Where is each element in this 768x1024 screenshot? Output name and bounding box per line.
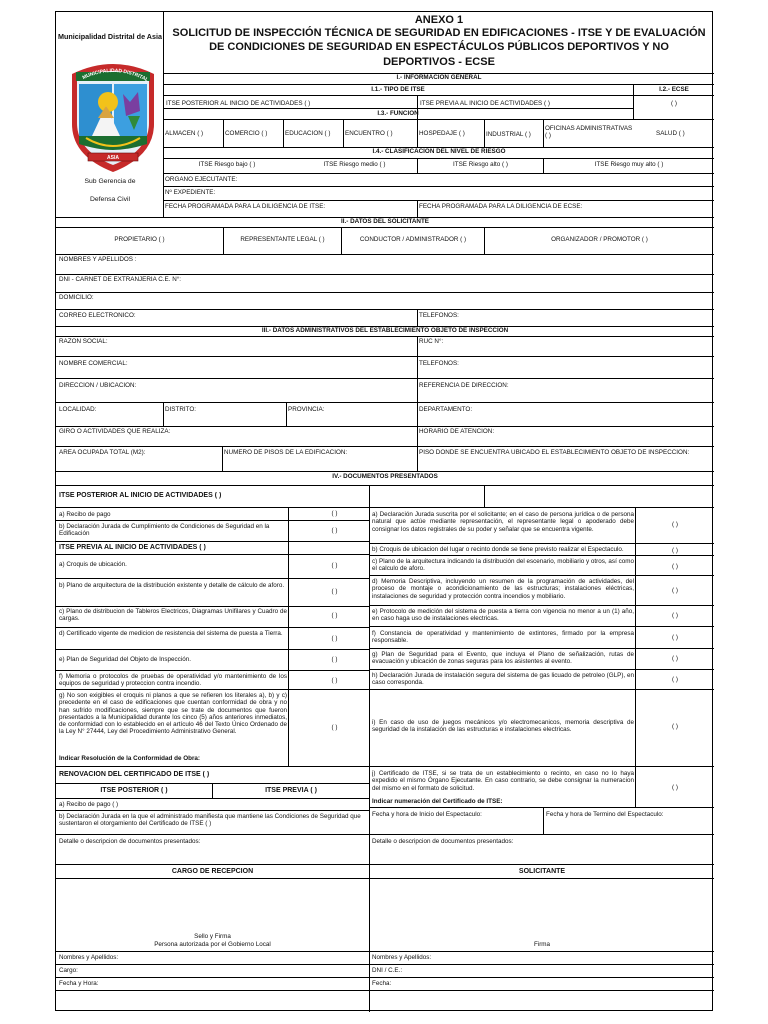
renovacion-declaracion-jurada[interactable]: b) Declaración Jurada en la que el administrado manifiesta que mantiene las Condiciones de Seguridad que sustentaron el otorgamiento del Certificado de ITSE ( ) (59, 813, 361, 828)
itse-posterior-docs-title: ITSE POSTERIOR AL INICIO DE ACTIVIDADES ( ) (59, 492, 222, 499)
ecse-protocolo-puesta-tierra: e) Protocolo de medición del sistema de puesta a tierra con vigencia no menor a un (1) año, en caso haga uso de instalaciones electricas. (372, 608, 634, 623)
riesgo-header: I.4.- CLASIFICACION DEL NIVEL DE RIESGO (372, 148, 506, 155)
form-title: SOLICITUD DE INSPECCIÓN TÉCNICA DE SEGURIDAD EN EDIFICACIONES - ITSE Y DE EVALUACIÓN DE CONDICIONES DE SEGURIDAD EN ESPECTÁCULOS PÚBLICOS DEPORTIVOS Y NO DEPORTIVOS - ECSE (172, 27, 706, 68)
receptor-cargo-field[interactable]: Cargo: (59, 967, 78, 974)
tipo-itse-header: I.1.- TIPO DE ITSE (371, 86, 425, 93)
ecse-memoria-descriptiva: d) Memoria Descriptiva, incluyendo un resumen de la programación de actividades, del proceso de montaje o acondicionamiento de las estructuras; instalaciones eléctricas, instalaciones de seguridad y protección contra incendios y mobiliario. (372, 578, 634, 600)
telefonos-establecimiento-field[interactable]: TELEFONOS: (419, 360, 459, 367)
ecse-certificado-itse: j) Certificado de ITSE, si se trata de un establecimiento o recinto, en caso no lo haya expedido el mismo Órgano Ejecutante. En caso contrario, se debe consignar la numeracion del mismo en el formato de solicitud. (372, 770, 634, 792)
correo-field[interactable]: CORREO ELECTRÓNICO: (59, 312, 136, 319)
ecse-juegos-mecanicos: i) En caso de uso de juegos mecánicos y/o electromecanicos, memoria descriptiva de seguridad de la instalación de las estructuras e instalaciones electricas. (372, 719, 634, 734)
detalle-documentos-ecse[interactable]: Detalle o descripcion de documentos presentados: (372, 838, 514, 845)
direccion-field[interactable]: DIRECCION / UBICACION: (59, 382, 137, 389)
telefonos-solicitante-field[interactable]: TELEFONOS: (419, 312, 459, 319)
prev-croquis-checkbox[interactable]: ( ) (331, 562, 338, 569)
organo-ejecutante-field[interactable]: ORGANO EJECUTANTE: (165, 176, 238, 183)
ecse-plan-seguridad-evento: g) Plan de Seguridad para el Evento, que incluya el Plano de señalización, rutas de evacuación y ubicación de zonas seguras para los asistentes al evento. (372, 651, 634, 666)
ecse-protocolo-puesta-tierra-checkbox[interactable]: ( ) (672, 612, 678, 619)
funcion-educacion[interactable]: EDUCACION ( ) (285, 130, 331, 137)
renovacion-recibo-pago[interactable]: a) Recibo de pago ( ) (59, 801, 119, 808)
annex-title: ANEXO 1 (414, 14, 464, 26)
ecse-declaracion-jurada: a) Declaración Jurada suscrita por el solicitante; en el caso de persona jurídica o de persona natural que actúe mediante representación, el representante legal o apoderado debe consignar los datos registrales de su poder y señalar que se encuentra vigente. (372, 511, 634, 533)
ecse-instalacion-glp: h) Declaración Jurada de instalación segura del sistema de gas licuado de petroleo (GLP), en caso corresponda. (372, 672, 634, 687)
riesgo-medio[interactable]: ITSE Riesgo medio ( ) (323, 161, 386, 168)
funcion-salud[interactable]: SALUD ( ) (656, 130, 685, 137)
persona-autorizada-label: Persona autorizada por el Gobierno Local (154, 941, 271, 948)
prev-excepcion-checkbox[interactable]: ( ) (331, 724, 338, 731)
prev-tableros-electricos: c) Plano de distribucion de Tableros Electricos, Diagramas Unifilares y Cuadro de cargas. (59, 608, 287, 623)
riesgo-bajo[interactable]: ITSE Riesgo bajo ( ) (198, 161, 256, 168)
section-4-title: IV.- DOCUMENTOS PRESENTADOS (332, 473, 438, 480)
funcion-header: I.3.- FUNCION (377, 110, 419, 117)
prev-memoria-protocolos: f) Memoria o protocolos de pruebas de operatividad y/o mantenimiento de los equipos de seguridad y proteccion contra incendio. (59, 673, 287, 688)
fecha-inicio-espectaculo-field[interactable]: Fecha y hora de Inicio del Espectaculo: (372, 811, 482, 818)
prev-plano-arquitectura-checkbox[interactable]: ( ) (331, 588, 338, 595)
receptor-nombres-field[interactable]: Nombres y Apellidos: (59, 954, 119, 961)
ecse-plano-arquitectura: c) Plano de la arquitectura indicando la distribución del escenario, mobiliario y otros, así como el calculo de aforo. (372, 558, 634, 573)
funcion-oficinas[interactable]: OFICINAS ADMINISTRATIVAS ( ) (545, 125, 633, 140)
rol-organizador[interactable]: ORGANIZADOR / PROMOTOR ( ) (551, 236, 648, 243)
horario-field[interactable]: HORARIO DE ATENCION: (419, 428, 495, 435)
funcion-industrial[interactable]: INDUSTRIAL ( ) (486, 131, 531, 138)
svg-text:ASIA: ASIA (107, 155, 119, 161)
prev-croquis: a) Croquis de ubicación. (59, 561, 127, 568)
distrito-field[interactable]: DISTRITO: (165, 406, 197, 413)
ecse-header: I.2.- ECSE (659, 86, 689, 93)
prev-tableros-electricos-checkbox[interactable]: ( ) (331, 612, 338, 619)
ecse-plan-seguridad-evento-checkbox[interactable]: ( ) (672, 655, 678, 662)
post-declaracion-jurada-checkbox[interactable]: ( ) (331, 527, 338, 534)
prev-puesta-tierra-checkbox[interactable]: ( ) (331, 635, 338, 642)
ecse-certificado-itse-checkbox[interactable]: ( ) (672, 784, 678, 791)
post-recibo-pago-checkbox[interactable]: ( ) (331, 510, 338, 517)
post-recibo-pago: a) Recibo de pago (59, 511, 111, 518)
prev-plan-seguridad: e) Plan de Seguridad del Objeto de Inspección. (59, 656, 191, 663)
ecse-numeracion-certificado-label: Indicar numeración del Certificado de ITSE: (372, 798, 503, 805)
ecse-constancia-extintores: f) Constancia de operatividad y mantenimiento de extintores, firmado por la empresa responsable. (372, 630, 634, 645)
post-declaracion-jurada: b) Declaración Jurada de Cumplimiento de Condiciones de Seguridad en la Edificación (59, 523, 270, 538)
rol-representante-legal[interactable]: REPRESENTANTE LEGAL ( ) (240, 236, 325, 243)
ecse-croquis-checkbox[interactable]: ( ) (672, 547, 678, 554)
referencia-field[interactable]: REFERENCIA DE DIRECCION: (419, 382, 509, 389)
prev-plano-arquitectura: b) Plano de arquitectura de la distribución existente y detalle de cálculo de aforo. (59, 582, 285, 589)
provincia-field[interactable]: PROVINCIA: (288, 406, 325, 413)
defensa-civil-label: Defensa Civil (89, 196, 131, 203)
ecse-juegos-mecanicos-checkbox[interactable]: ( ) (672, 723, 678, 730)
ecse-croquis: b) Croquis de ubicacion del lugar o recinto donde se tiene previsto realizar el Espectaculo. (372, 546, 624, 553)
solicitante-title: SOLICITANTE (518, 868, 566, 875)
renovacion-itse-posterior[interactable]: ITSE POSTERIOR ( ) (100, 787, 168, 794)
numero-pisos-field[interactable]: NUMERO DE PISOS DE LA EDIFICACION: (224, 449, 348, 456)
ruc-field[interactable]: RUC N°: (419, 338, 444, 345)
razon-social-field[interactable]: RAZON SOCIAL: (59, 338, 108, 345)
renovacion-title: RENOVACIÓN DEL CERTIFICADO DE ITSE ( ) (59, 771, 210, 778)
funcion-comercio[interactable]: COMERCIO ( ) (225, 130, 268, 137)
prev-memoria-protocolos-checkbox[interactable]: ( ) (331, 677, 338, 684)
solicitante-dni-field[interactable]: DNI / C.E.: (372, 967, 403, 974)
section-2-title: II.- DATOS DEL SOLICITANTE (340, 218, 430, 225)
prev-conformidad-obra-label: Indicar Resolución de la Conformidad de Obra: (59, 755, 201, 762)
cargo-recepcion-title: CARGO DE RECEPCION (171, 868, 254, 875)
funcion-encuentro[interactable]: ENCUENTRO ( ) (345, 130, 393, 137)
nombres-field[interactable]: NOMBRES Y APELLIDOS : (59, 256, 137, 263)
itse-application-form (55, 11, 713, 1011)
subgerencia-label: Sub Gerencia de (84, 178, 136, 185)
municipal-seal-logo (68, 56, 158, 174)
section-1-title: I.- INFORMACION GENERAL (396, 74, 482, 81)
renovacion-itse-previa[interactable]: ITSE PREVIA ( ) (265, 787, 317, 794)
prev-excepcion-croquis: g) No son exigibles el croquis ni planos a que se refieren los literales a), b) y c) precedente en el caso de edificaciones que cuentan conformidad de obra y no han sufrido modificaciones, siempre que se trate de documentos que fueron presentados a la Municipalidad durante los cinco (5) años anteriores inmediatos, de conformidad con lo establecido en el artículo 46 del Texto Único Ordenado de la Ley N° 27444, Ley del Procedimiento Administrativo General. (59, 692, 287, 736)
sello-firma-label: Sello y Firma (194, 933, 231, 940)
fecha-termino-espectaculo-field[interactable]: Fecha y hora de Termino del Espectaculo: (546, 811, 664, 818)
ecse-declaracion-jurada-checkbox[interactable]: ( ) (672, 521, 678, 528)
section-3-title: III.- DATOS ADMINISTRATIVOS DEL ESTABLECIMIENTO OBJETO DE INSPECCIÓN (261, 327, 509, 334)
ecse-instalacion-glp-checkbox[interactable]: ( ) (672, 676, 678, 683)
municipality-name: Municipalidad Distrital de Asia (58, 32, 162, 41)
departamento-field[interactable]: DEPARTAMENTO: (419, 406, 473, 413)
ecse-checkbox[interactable]: ( ) (671, 100, 677, 107)
rol-propietario[interactable]: PROPIETARIO ( ) (114, 236, 165, 243)
funcion-almacen[interactable]: ALMACEN ( ) (165, 130, 204, 137)
dni-field[interactable]: DNI - CARNET DE EXTRANJERIA C.E. N°: (59, 276, 182, 283)
area-field[interactable]: AREA OCUPADA TOTAL (M2): (59, 449, 146, 456)
itse-previa-docs-title: ITSE PREVIA AL INICIO DE ACTIVIDADES ( ) (59, 544, 206, 551)
itse-posterior-option[interactable]: ITSE POSTERIOR AL INICIO DE ACTIVIDADES ( ) (166, 100, 311, 107)
ecse-constancia-extintores-checkbox[interactable]: ( ) (672, 634, 678, 641)
solicitante-fecha-field[interactable]: Fecha: (372, 980, 392, 987)
localidad-field[interactable]: LOCALIDAD: (59, 406, 97, 413)
giro-field[interactable]: GIRO O ACTIVIDADES QUE REALIZA: (59, 428, 171, 435)
domicilio-field[interactable]: DOMICILIO: (59, 294, 94, 301)
itse-previa-option[interactable]: ITSE PREVIA AL INICIO DE ACTIVIDADES ( ) (420, 100, 550, 107)
ecse-memoria-descriptiva-checkbox[interactable]: ( ) (672, 587, 678, 594)
funcion-hospedaje[interactable]: HOSPEDAJE ( ) (419, 130, 465, 137)
receptor-fecha-hora-field[interactable]: Fecha y Hora: (59, 980, 99, 987)
prev-puesta-tierra: d) Certificado vigente de medicion de resistencia del sistema de puesta a Tierra. (59, 630, 283, 637)
riesgo-alto[interactable]: ITSE Riesgo alto ( ) (453, 161, 508, 168)
riesgo-muy-alto[interactable]: ITSE Riesgo muy alto ( ) (594, 161, 664, 168)
fecha-ecse-field[interactable]: FECHA PROGRAMADA PARA LA DILIGENCIA DE ECSE: (419, 203, 583, 210)
svg-text:MUNICIPALIDAD DISTRITAL: MUNICIPALIDAD DISTRITAL (81, 67, 150, 84)
rol-conductor[interactable]: CONDUCTOR / ADMINISTRADOR ( ) (359, 236, 467, 243)
fecha-itse-field[interactable]: FECHA PROGRAMADA PARA LA DILIGENCIA DE ITSE: (165, 203, 326, 210)
ecse-plano-arquitectura-checkbox[interactable]: ( ) (672, 563, 678, 570)
firma-label: Firma (533, 941, 551, 948)
expediente-field[interactable]: Nº EXPEDIENTE: (165, 189, 216, 196)
solicitante-nombres-field[interactable]: Nombres y Apellidos: (372, 954, 432, 961)
piso-ubicacion-field[interactable]: PISO DONDE SE ENCUENTRA UBICADO EL ESTABLECIMIENTO OBJETO DE INSPECCION: (419, 449, 690, 456)
nombre-comercial-field[interactable]: NOMBRE COMERCIAL: (59, 360, 128, 367)
detalle-documentos-itse[interactable]: Detalle o descripcion de documentos presentados: (59, 838, 201, 845)
prev-plan-seguridad-checkbox[interactable]: ( ) (331, 656, 338, 663)
